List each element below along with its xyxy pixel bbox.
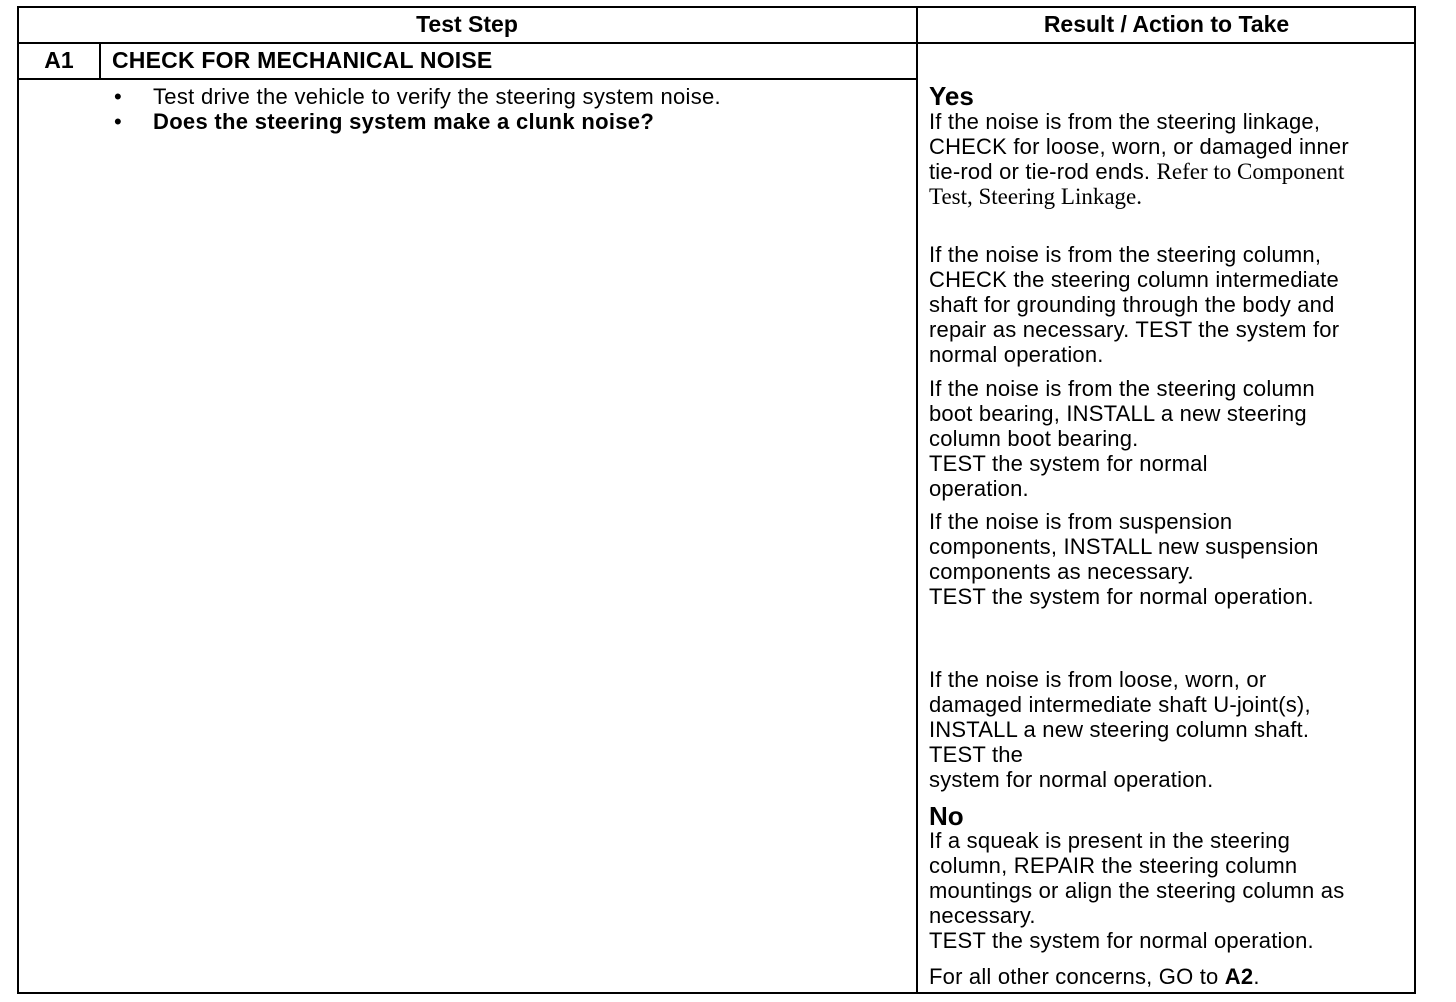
yes-ujoint-action: If the noise is from loose, worn, or damaged intermediate shaft U-joint(s), INSTALL a new steering column shaft. TEST the system for normal operation. xyxy=(929,667,1311,792)
step-id-divider xyxy=(99,42,101,79)
header-test-step: Test Step xyxy=(416,11,518,37)
step-title: CHECK FOR MECHANICAL NOISE xyxy=(112,47,493,73)
no-squeak-action: If a squeak is present in the steering column, REPAIR the steering column mountings or align the steering column as necessary. TEST the system for normal operation. xyxy=(929,828,1345,953)
step-title-divider xyxy=(17,78,917,80)
no-other-concerns-action xyxy=(929,964,1260,989)
yes-linkage-action xyxy=(929,109,1349,209)
step-id: A1 xyxy=(44,47,74,73)
instruction-text: Test drive the vehicle to verify the steering system noise. xyxy=(153,84,721,109)
yes-linkage-text: If the noise is from the steering linkage, CHECK for loose, worn, or damaged inner tie-rod or tie-rod ends. xyxy=(929,109,1349,184)
instruction-question: Does the steering system make a clunk noise? xyxy=(153,109,655,134)
no-heading: No xyxy=(929,801,964,831)
yes-column-grounding-action: If the noise is from the steering column, CHECK the steering column intermediate shaft for grounding through the body and repair as necessary. TEST the system for normal operation. xyxy=(929,242,1340,367)
bullet-icon: • xyxy=(114,84,123,109)
steering-linkage-reference: Test, Steering Linkage. xyxy=(929,184,1142,209)
bullet-icon: • xyxy=(114,109,123,134)
go-to-text: For all other concerns, GO to xyxy=(929,964,1225,989)
header-result-action: Result / Action to Take xyxy=(1043,11,1290,37)
column-divider xyxy=(916,6,918,994)
step-link-a2[interactable]: A2 xyxy=(1224,964,1254,989)
list-item xyxy=(110,109,721,134)
yes-boot-bearing-action: If the noise is from the steering column boot bearing, INSTALL a new steering column boot bearing. TEST the system for normal operation. xyxy=(929,376,1315,501)
yes-heading: Yes xyxy=(929,81,974,111)
period: . xyxy=(1253,964,1260,989)
component-test-reference: Refer to Component xyxy=(1156,159,1345,184)
list-item xyxy=(110,84,721,109)
step-instructions xyxy=(110,84,721,134)
yes-suspension-action: If the noise is from suspension components, INSTALL new suspension components as necessary. TEST the system for normal operation. xyxy=(929,509,1319,609)
